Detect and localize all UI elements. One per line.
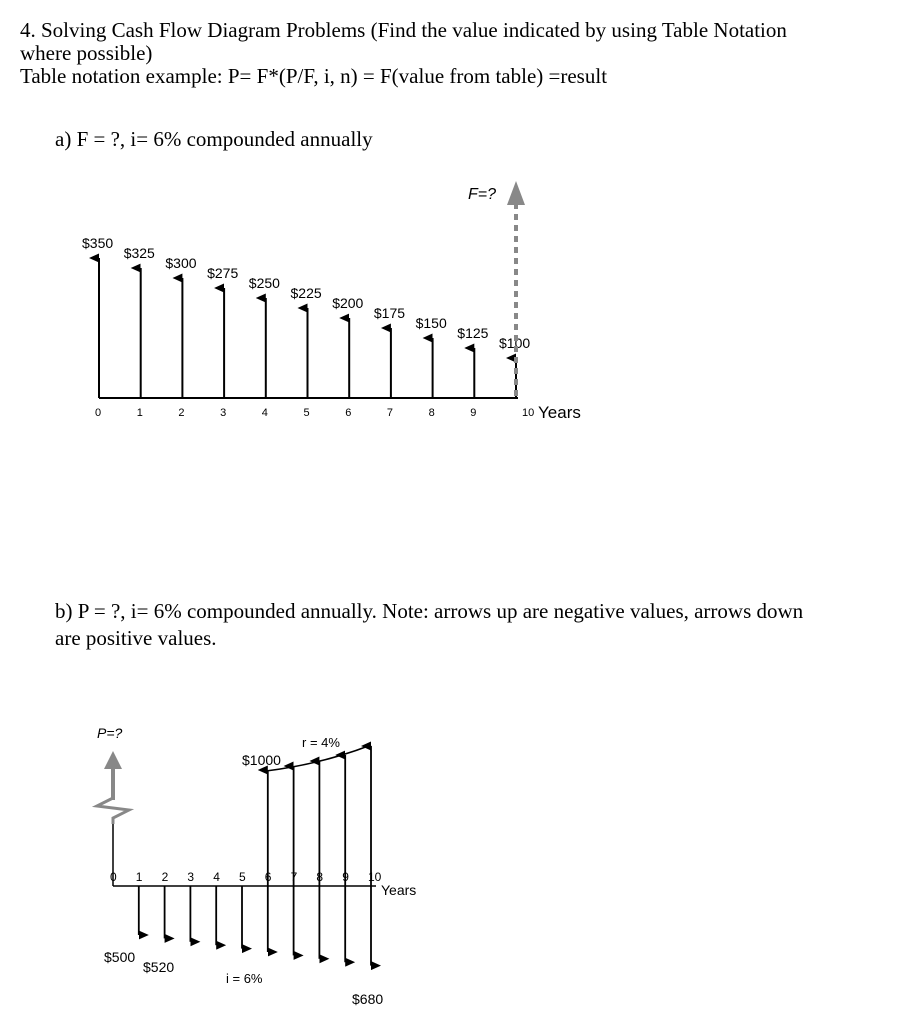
- part-a-period-label: 4: [261, 407, 268, 419]
- part-a-cash-flow-label: $325: [123, 245, 155, 261]
- part-b-prompt-line-2: are positive values.: [55, 626, 217, 650]
- part-a-period-label: 10: [522, 407, 535, 419]
- part-b-period-label: 8: [316, 870, 324, 884]
- part-a-cash-flows: [82, 235, 530, 398]
- part-b-period-label: 9: [342, 870, 349, 884]
- part-b-up-start-label: $1000: [242, 752, 281, 768]
- heading-line-1: 4. Solving Cash Flow Diagram Problems (Find the value indicated by using Table Notation: [20, 18, 787, 42]
- part-b-axis-label: Years: [381, 882, 417, 898]
- part-a-cash-flow-label: $200: [332, 295, 364, 311]
- part-b-growth-label: r = 4%: [302, 735, 340, 750]
- part-a-period-label: 1: [136, 407, 143, 419]
- part-b-period-label: 10: [368, 870, 382, 884]
- part-a-period-label: 7: [386, 407, 394, 419]
- part-b-diagram: [97, 725, 416, 1007]
- part-a-period-label: 9: [470, 407, 477, 419]
- part-b-down-arrows: [139, 886, 371, 966]
- part-a-prompt: a) F = ?, i= 6% compounded annually: [55, 127, 373, 151]
- part-b-break-symbol: [97, 798, 129, 824]
- heading-line-2: where possible): [20, 41, 153, 65]
- part-a-period-label: 6: [345, 407, 352, 419]
- part-a-cash-flow-label: $275: [207, 265, 239, 281]
- part-b-up-arrows: [268, 746, 371, 886]
- part-a-cash-flow-label: $300: [165, 255, 197, 271]
- part-b-present-value-arrowhead: [104, 751, 122, 769]
- part-a-cash-flow-label: $350: [82, 235, 114, 251]
- part-a-diagram: [82, 181, 581, 422]
- part-a-period-label: 3: [220, 407, 227, 419]
- part-a-cash-flow-label: $125: [457, 325, 489, 341]
- part-a-period-labels: [95, 407, 534, 419]
- part-a-period-label: 0: [95, 407, 102, 419]
- part-b-period-label: 6: [264, 870, 272, 884]
- part-a-period-label: 8: [428, 407, 435, 419]
- part-a-cash-flow-label: $100: [499, 335, 531, 351]
- part-a-period-label: 2: [178, 407, 185, 419]
- part-b-prompt-line-1: b) P = ?, i= 6% compounded annually. Note: arrows up are negative values, arrows down: [55, 599, 804, 623]
- part-a-future-value-arrowhead: [507, 181, 525, 205]
- part-b-period-label: 4: [213, 870, 220, 884]
- part-b-period-label: 0: [110, 870, 117, 884]
- part-b-last-down-label: $680: [352, 991, 384, 1007]
- part-b-period-label: 2: [161, 870, 169, 884]
- part-b-period-label: 7: [290, 870, 298, 884]
- table-notation-example: Table notation example: P= F*(P/F, i, n) = F(value from table) =result: [20, 64, 608, 88]
- part-a-unknown-label: F=?: [468, 186, 497, 203]
- part-a-cash-flow-label: $150: [415, 315, 447, 331]
- part-a-period-label: 5: [303, 407, 310, 419]
- part-a-cash-flow-label: $250: [248, 275, 280, 291]
- part-a-axis-label: Years: [538, 403, 581, 422]
- part-a-cash-flow-label: $225: [290, 285, 322, 301]
- part-b-period-labels: [110, 870, 382, 884]
- part-b-period-label: 3: [187, 870, 195, 884]
- part-b-period-label: 5: [239, 870, 246, 884]
- part-a-cash-flow-label: $175: [373, 305, 406, 321]
- part-b-period-label: 1: [135, 870, 143, 884]
- part-b-second-down-label: $520: [143, 959, 175, 975]
- part-b-unknown-label: P=?: [97, 725, 123, 741]
- part-b-interest-label: i = 6%: [226, 971, 263, 986]
- part-b-first-down-label: $500: [104, 949, 136, 965]
